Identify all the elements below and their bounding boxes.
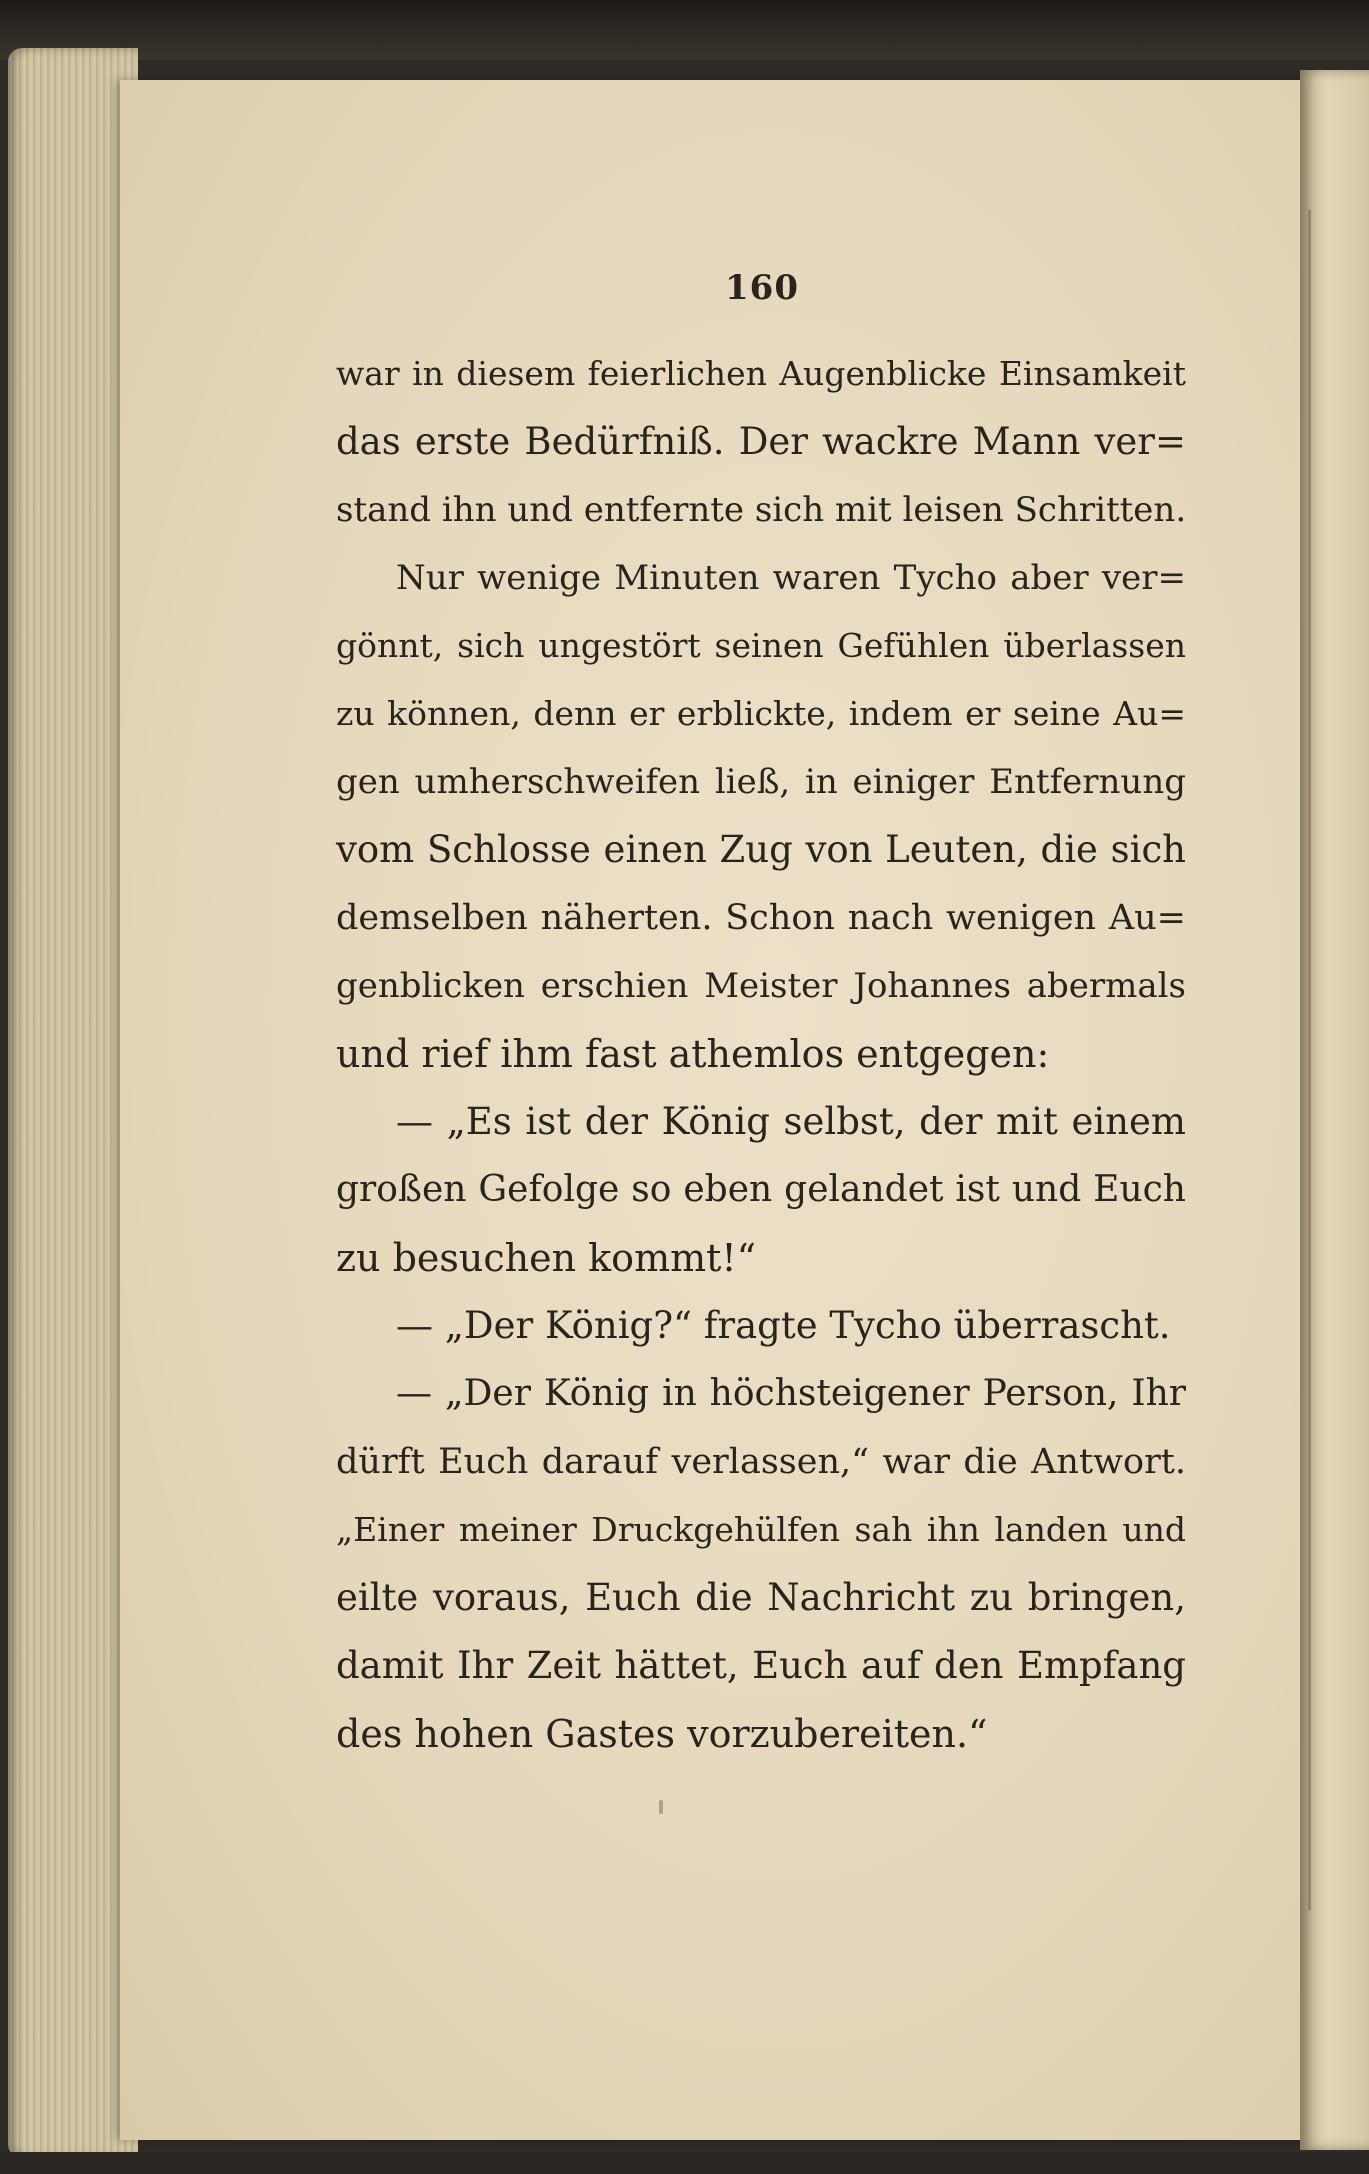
text-line: gönnt, sich ungestört seinen Gefühlen überlassen <box>336 626 1186 665</box>
text-line: „Einer meiner Druckgehülfen sah ihn landen und <box>336 1510 1186 1549</box>
text-line: — „Der König in höchsteigener Person, Ihr <box>396 1373 1186 1414</box>
text-line: vom Schlosse einen Zug von Leuten, die sich <box>336 828 1186 871</box>
text-line: stand ihn und entfernte sich mit leisen Schritten. <box>336 490 1187 530</box>
text-line: dürft Euch darauf verlassen,“ war die Antwort. <box>336 1442 1186 1482</box>
book-top-edge <box>0 0 1369 60</box>
text-line: damit Ihr Zeit hättet, Euch auf den Empfang <box>336 1644 1186 1687</box>
book-bottom-edge <box>0 2152 1369 2174</box>
text-line: war in diesem feierlichen Augenblicke Einsamkeit <box>336 354 1186 393</box>
page-stack-edge <box>8 48 138 2158</box>
text-line: — „Der König?“ fragte Tycho überrascht. <box>396 1304 1171 1347</box>
text-line: eilte voraus, Euch die Nachricht zu bringen, <box>336 1576 1186 1619</box>
paper-speck <box>659 1800 663 1814</box>
body-text <box>336 340 1186 1768</box>
text-line: gen umherschweifen ließ, in einiger Entfernung <box>336 762 1186 802</box>
text-line: des hohen Gastes vorzubereiten.“ <box>336 1712 988 1756</box>
text-line: zu besuchen kommt!“ <box>336 1236 757 1280</box>
text-line: genblicken erschien Meister Johannes abermals <box>336 966 1186 1006</box>
page-number: 160 <box>725 268 799 308</box>
text-line: das erste Bedürfniß. Der wackre Mann ver= <box>336 420 1186 463</box>
text-line: demselben näherten. Schon nach wenigen Au= <box>336 898 1186 938</box>
text-line: und rief ihm fast athemlos entgegen: <box>336 1032 1050 1076</box>
text-line: großen Gefolge so eben gelandet ist und Euch <box>336 1169 1186 1210</box>
gutter-shadow-line <box>1308 210 1311 1910</box>
text-line: — „Es ist der König selbst, der mit einem <box>396 1100 1186 1143</box>
text-line: zu können, denn er erblickte, indem er seine Au= <box>336 694 1186 733</box>
text-line: Nur wenige Minuten waren Tycho aber ver= <box>396 558 1186 598</box>
